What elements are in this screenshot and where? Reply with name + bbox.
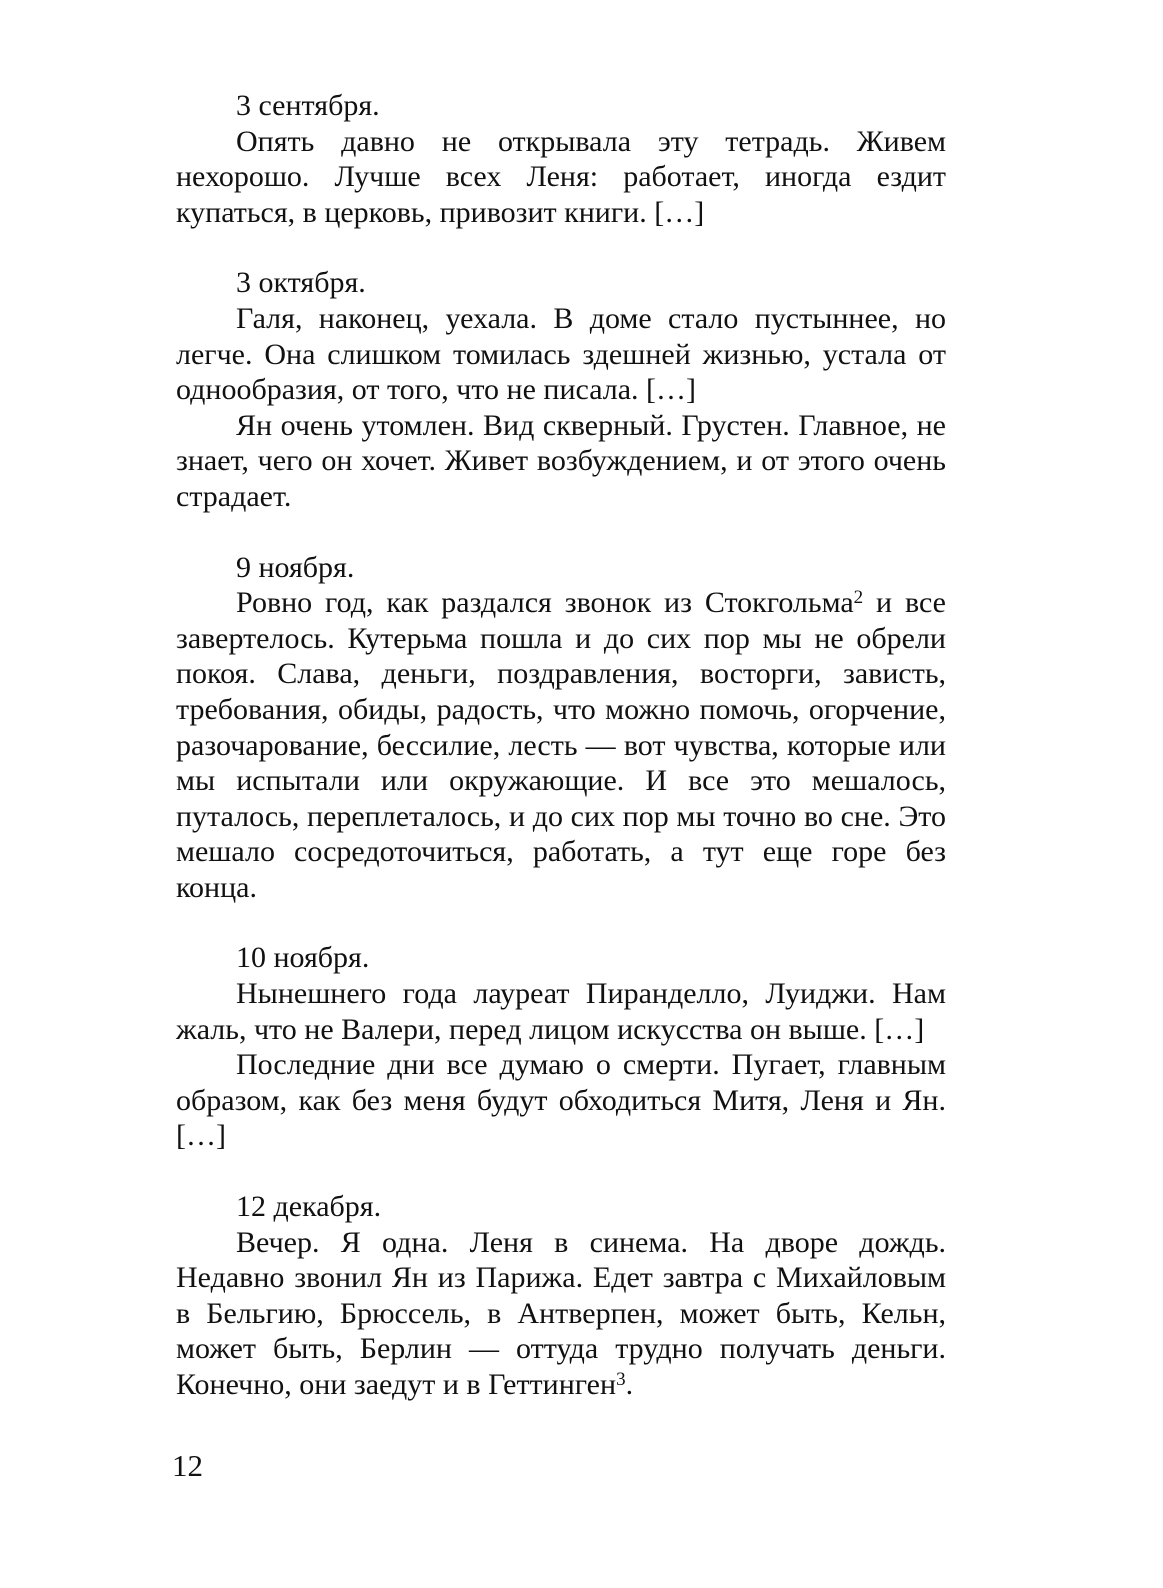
entry-date: 12 декабря.: [236, 1190, 382, 1224]
page-number: 12: [172, 1448, 203, 1483]
entry-paragraph: Ян очень утомлен. Вид скверный. Грустен. Главное, не знает, чего он хочет. Живет возбуждением, и от этого очень страдает.: [176, 408, 946, 513]
paragraph-text: Вечер. Я одна. Леня в синема. На дворе дождь. Недавно звонил Ян из Парижа. Едет завтра с Михайловым в Бельгию, Брюссель, в Антверпен, может быть, Кельн, может быть, Берлин — оттуда трудно получать деньги. Конечно, они заедут и в Геттинген: [176, 1225, 946, 1401]
diary-entry: [176, 940, 946, 1154]
diary-text: [176, 88, 946, 1438]
diary-entry: [176, 550, 946, 906]
diary-entry: [176, 88, 946, 230]
entry-paragraph: [176, 585, 946, 905]
entry-date: 9 ноября.: [236, 550, 355, 584]
paragraph-text: Ровно год, как раздался звонок из Стокгольма: [236, 586, 854, 620]
entry-paragraph: Опять давно не открывала эту тетрадь. Живем нехорошо. Лучше всех Леня: работает, иногда ездит купаться, в церковь, привозит книги. […]: [176, 124, 946, 229]
paragraph-text: .: [625, 1368, 634, 1401]
entry-date: 10 ноября.: [236, 941, 370, 975]
footnote-marker: 3: [616, 1369, 626, 1390]
paragraph-text: и все завертелось. Кутерьма пошла и до сих пор мы не обрели покоя. Слава, деньги, поздравления, восторги, зависть, требования, обиды, радость, что можно помочь, огорчение, разочарование, бессилие, лесть — вот чувства, которые или мы испытали или окружающие. И все это мешалось, путалось, переплеталось, и до сих пор мы точно во сне. Это мешало сосредоточиться, работать, а тут еще горе без конца.: [176, 586, 946, 904]
entry-paragraph: Последние дни все думаю о смерти. Пугает, главным образом, как без меня будут обходиться Митя, Леня и Ян. […]: [176, 1048, 946, 1153]
entry-paragraph: Нынешнего года лауреат Пиранделло, Луиджи. Нам жаль, что не Валери, перед лицом искусства он выше. […]: [176, 977, 946, 1046]
entry-paragraph: [176, 1225, 946, 1403]
entry-date: 3 октября.: [236, 266, 366, 300]
entry-paragraph: Галя, наконец, уехала. В доме стало пустыннее, но легче. Она слишком томилась здешней жизнью, устала от однообразия, от того, что не писала. […]: [176, 301, 946, 407]
diary-entry: [176, 1189, 946, 1403]
entry-date: 3 сентября.: [236, 89, 380, 122]
diary-entry: [176, 265, 946, 514]
footnote-marker: 2: [853, 587, 864, 609]
